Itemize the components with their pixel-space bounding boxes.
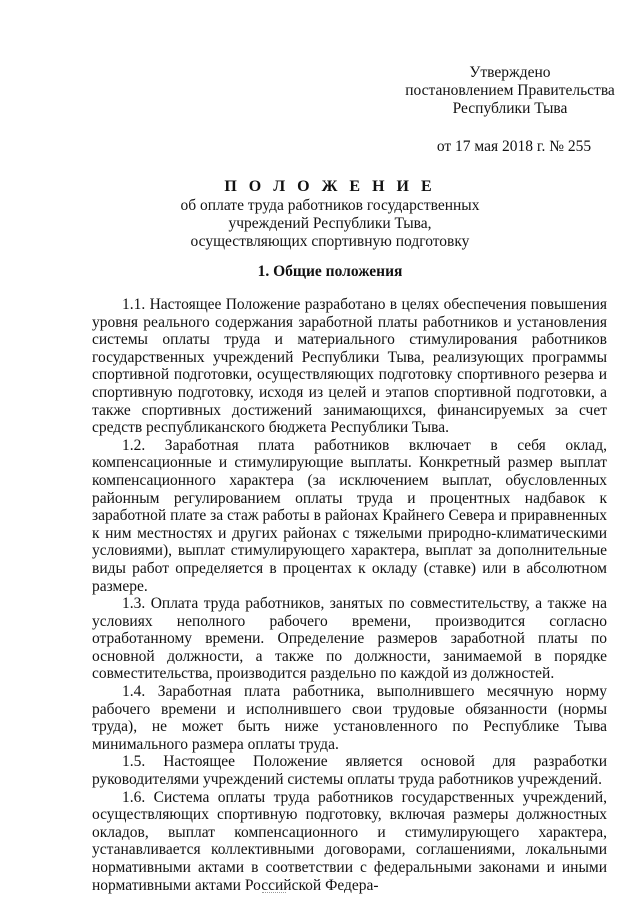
document-title bbox=[120, 178, 540, 251]
paragraph-1-4: 1.4. Заработная плата работника, выполнившего месячную норму рабочего времени и исполнившего свои трудовые обязанности (нормы труда), не может быть ниже установленного по Республике Тыва минимального размера оплаты труда. bbox=[92, 683, 607, 753]
approval-line-2: постановлением Правительства bbox=[405, 82, 615, 99]
paragraph-1-5: 1.5. Настоящее Положение является основой для разработки руководителями учреждений системы оплаты труда работников учреждений. bbox=[92, 753, 607, 789]
title-line-1: об оплате труда работников государственных bbox=[180, 197, 480, 214]
title-line-2: учреждений Республики Тыва, bbox=[228, 215, 432, 232]
title-line-3: осуществляющих спортивную подготовку bbox=[190, 233, 470, 250]
paragraph-1-2: 1.2. Заработная плата работников включает в себя оклад, компенсационные и стимулирующие выплаты. Конкретный размер выплат компенсационного характера (за исключением выплат, обусловленных районным регулированием оплаты труда и процентных надбавок к заработной плате за стаж работы в районах Крайнего Севера и приравненных к ним местностях и других районах с тяжелыми природно-климатическими условиями), выплат стимулирующего характера, выплат за дополнительные виды работ определяется в процентах к окладу (ставке) или в абсолютном размере. bbox=[92, 436, 607, 595]
approval-stamp bbox=[395, 64, 625, 156]
paragraph-1-1: 1.1. Настоящее Положение разработано в целях обеспечения повышения уровня реального содержания заработной платы работников и установления системы оплаты труда и материального стимулирования работников государственных учреждений Республики Тыва, реализующих программы спортивной подготовки, осуществляющих подготовку спортивного резерва и спортивную подготовку, исходя из целей и этапов спортивной подготовки, а также спортивных достижений занимающихся, финансируемых за счет средств республиканского бюджета Республики Тыва. bbox=[92, 296, 607, 437]
approval-line-1: Утверждено bbox=[469, 64, 551, 81]
approval-date: от 17 мая 2018 г. № 255 bbox=[436, 138, 592, 155]
approval-line-3: Республики Тыва bbox=[452, 100, 568, 117]
scan-mark bbox=[262, 892, 286, 896]
section-heading: 1. Общие положения bbox=[257, 263, 403, 280]
section-body bbox=[92, 296, 607, 894]
title-heading: П О Л О Ж Е Н И Е bbox=[224, 178, 436, 195]
paragraph-1-6: 1.6. Система оплаты труда работников государственных учреждений, осуществляющих спортивную подготовку, включая размеры должностных окладов, выплат компенсационного и стимулирующего характера, устанавливается коллективными договорами, соглашениями, локальными нормативными актами в соответствии с федеральными законами и иными нормативными актами Российской Федера- bbox=[92, 788, 607, 894]
paragraph-1-3: 1.3. Оплата труда работников, занятых по совместительству, а также на условиях неполного рабочего времени, производится согласно отработанному времени. Определение размеров заработной платы по основной должности, а также по должности, занимаемой в порядке совместительства, производится раздельно по каждой из должностей. bbox=[92, 595, 607, 683]
